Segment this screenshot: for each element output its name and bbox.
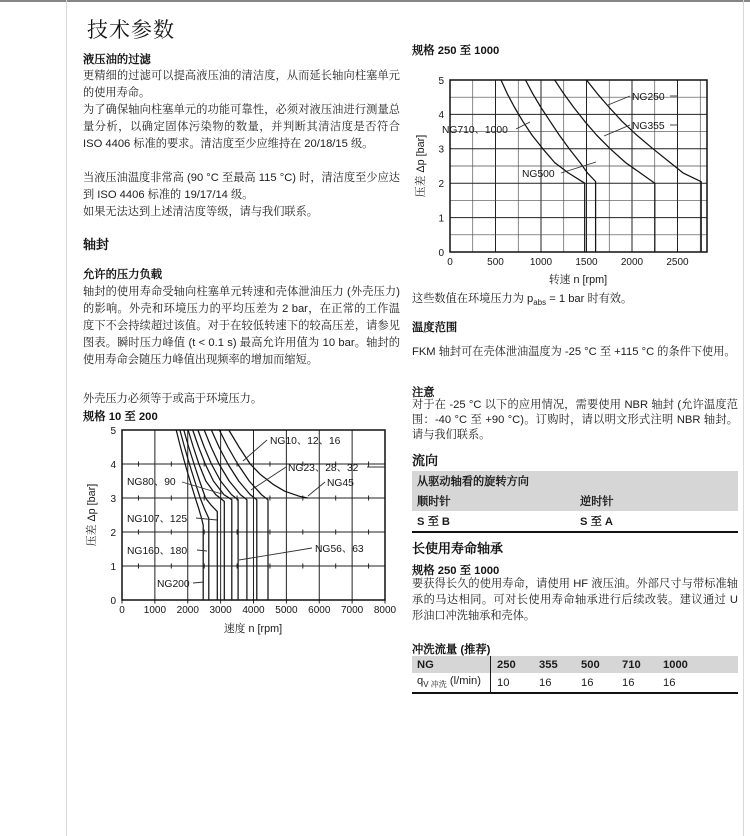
flow-710: 16	[622, 676, 635, 689]
size-355: 355	[539, 658, 558, 671]
x-tick: 2000	[620, 257, 644, 268]
heading-oil-filtration: 液压油的过滤	[83, 54, 151, 66]
series-label-ng250: NG250	[632, 92, 665, 103]
series-label-ng80-90: NG80、90	[127, 477, 176, 488]
y-tick: 2	[110, 528, 116, 539]
bearing-paragraph: 要获得长久的使用寿命，请使用 HF 液压油。外部尺寸与带标准轴承的马达相同。可对长使用寿命轴承进行后续改装。建议通过 U 形油口冲洗轴承和壳体。	[412, 578, 738, 622]
y-tick: 2	[438, 179, 444, 190]
y-axis-title: 压差 Δp [bar]	[415, 134, 427, 198]
y-tick: 4	[110, 460, 116, 471]
seal-paragraph-1: 轴封的使用寿命受轴向柱塞单元转速和壳体泄油压力 (外壳压力) 的影响。外壳和环境压力的平均压差为 2 bar，在正常的工作温度下不会持续超过该值。对于在较低转速下的较高压差，请参见图表。瞬时压力峰值 (t < 0.1 s) 最高允许用值为 10 bar。轴封的使用寿命会随压力峰值出现频率的增加而缩短。	[83, 286, 400, 366]
counterclockwise-header: 逆时针	[580, 496, 614, 508]
heading-flow-direction: 流向	[412, 453, 439, 468]
size-710: 710	[622, 658, 641, 671]
filtration-paragraph-2: 为了确保轴向柱塞单元的功能可靠性，必须对液压油进行测量总量分析，以确定固体污染物的数量，并判断其清洁度是否符合 ISO 4406 标准的要求。清洁度至少应维持在 20/18/15 级。	[83, 104, 400, 150]
curve-ng45-drop	[204, 430, 247, 600]
y-axis-ticks	[110, 426, 116, 607]
leader-line	[561, 162, 596, 173]
x-tick: 2000	[176, 605, 199, 616]
validity-text: 这些数值在环境压力为 p	[412, 293, 534, 305]
curve-ng63	[193, 430, 232, 600]
leader-line	[239, 548, 312, 560]
x-tick: 4000	[242, 605, 265, 616]
heading-sizes-250-1000: 规格 250 至 1000	[412, 45, 500, 57]
temperature-paragraph: FKM 轴封可在壳体泄油温度为 -25 °C 至 +115 °C 的条件下使用。	[412, 346, 736, 358]
x-axis-title: 转速 n [rpm]	[548, 274, 608, 286]
curve-labels	[127, 436, 385, 590]
table-column-divider	[490, 656, 491, 694]
seal-paragraph-2: 外壳压力必须等于或高于环境压力。	[83, 393, 263, 405]
size-250: 250	[497, 658, 516, 671]
ng-column-header: NG	[417, 658, 434, 671]
leader-line	[604, 125, 630, 136]
leader-line	[196, 518, 217, 520]
y-tick: 0	[438, 248, 444, 259]
series-label-ng10-12-16: NG10、12、16	[270, 436, 341, 447]
y-tick: 1	[110, 562, 116, 573]
y-axis-ticks	[438, 76, 444, 259]
flush-flow-label	[412, 675, 490, 690]
leader-line	[197, 550, 207, 551]
heading-notice: 注意	[412, 387, 435, 399]
x-tick: 8000	[373, 605, 397, 616]
notice-paragraph: 对于在 -25 °C 以下的应用情况，需要使用 NBR 轴封 (允许温度范围：-40 °C 至 +90 °C)。订购时，请以明文形式注明 NBR 轴封。请与我们联系。	[412, 399, 738, 441]
x-tick: 5000	[275, 605, 298, 616]
validity-subscript: abs	[533, 298, 547, 308]
flow-table-value-row	[412, 511, 738, 533]
heading-long-life-bearing: 长使用寿命轴承	[412, 541, 504, 556]
curve-ng80-90	[188, 430, 224, 600]
filtration-paragraph-1: 更精细的过滤可以提高液压油的清洁度，从而延长轴向柱塞单元的使用寿命。	[83, 70, 400, 99]
chart-grid	[450, 80, 707, 252]
x-tick: 1500	[575, 257, 598, 268]
q-unit: (l/min)	[446, 674, 481, 687]
size-1000: 1000	[663, 658, 688, 671]
flow-direction-table	[412, 471, 738, 533]
seal-chart-sizes-250-1000	[412, 58, 738, 291]
counterclockwise-flow-value: S 至 A	[580, 516, 613, 528]
flushing-flow-table	[412, 656, 738, 694]
flow-1000: 16	[663, 676, 676, 689]
y-tick: 5	[110, 426, 116, 437]
x-tick: 0	[447, 257, 453, 268]
validity-text-end: = 1 bar 时有效。	[546, 293, 633, 305]
heading-sizes-10-200: 规格 10 至 200	[83, 411, 158, 423]
x-axis-ticks	[447, 257, 689, 268]
x-tick: 2500	[666, 257, 689, 268]
heading-pressure-load: 允许的压力负载	[83, 269, 163, 281]
flow-250: 10	[497, 676, 510, 689]
y-tick: 4	[438, 110, 444, 121]
series-label-ng355: NG355	[632, 121, 665, 132]
x-tick: 500	[487, 257, 504, 268]
flushing-table-value-row	[412, 673, 738, 694]
y-tick: 1	[438, 213, 444, 225]
q-symbol: q	[417, 674, 424, 687]
x-axis-ticks	[119, 605, 396, 616]
filtration-paragraph-4: 如果无法达到上述清洁度等级，请与我们联系。	[83, 206, 318, 218]
curves-sizes-10-200	[176, 430, 308, 600]
y-axis-title: 压差 Δp [bar]	[86, 483, 98, 547]
chart-validity-note	[412, 291, 738, 311]
x-tick: 0	[119, 605, 125, 616]
x-tick: 7000	[340, 605, 364, 616]
heading-bearing-sizes: 规格 250 至 1000	[412, 565, 500, 577]
clockwise-header: 顺时针	[417, 496, 451, 508]
x-tick: 1000	[143, 605, 167, 616]
page-title: 技术参数	[87, 19, 175, 42]
series-label-ng200: NG200	[157, 579, 190, 590]
series-label-ng160-180: NG160、180	[127, 546, 188, 557]
seal-chart-sizes-10-200	[83, 424, 400, 642]
flow-table-direction-row	[412, 491, 738, 511]
leader-line	[193, 582, 204, 583]
rotation-direction-header: 从驱动轴看的旋转方向	[417, 476, 529, 488]
y-tick: 3	[438, 144, 444, 156]
clockwise-flow-value: S 至 B	[417, 516, 450, 528]
page-top-edge	[0, 0, 750, 2]
series-label-ng500: NG500	[522, 169, 555, 180]
page-right-edge	[743, 0, 744, 836]
series-label-ng56-63: NG56、63	[315, 544, 364, 555]
heading-shaft-seal: 轴封	[83, 237, 110, 252]
y-tick: 5	[438, 76, 444, 87]
flow-500: 16	[581, 676, 594, 689]
series-label-ng107-125: NG107、125	[127, 514, 188, 525]
q-subscript: V 冲洗	[423, 680, 447, 690]
x-tick: 6000	[308, 605, 331, 616]
flushing-table-header-row	[412, 656, 738, 673]
x-tick: 1000	[529, 257, 553, 268]
curve-ng10-12-16	[219, 430, 268, 600]
filtration-paragraph-3: 当液压油温度非常高 (90 °C 至最高 115 °C) 时，清洁度至少应达到 ISO 4406 标准的 19/17/14 级。	[83, 172, 400, 201]
y-tick: 3	[110, 494, 116, 505]
leader-line	[308, 482, 325, 496]
page-left-edge	[66, 0, 67, 836]
curve-ng23-28-32	[211, 430, 256, 600]
heading-temperature-range: 温度范围	[412, 322, 458, 334]
leader-line	[243, 440, 267, 461]
heading-flushing-flow: 冲洗流量 (推荐)	[412, 644, 491, 656]
flow-table-header-row	[412, 471, 738, 491]
x-axis-title: 速度 n [rpm]	[223, 623, 283, 635]
series-label-ng710-1000: NG710、1000	[442, 125, 508, 136]
size-500: 500	[581, 658, 600, 671]
flow-355: 16	[539, 676, 552, 689]
x-tick: 3000	[209, 605, 232, 616]
series-label-ng23-28-32: NG23、28、32	[288, 463, 359, 474]
y-tick: 0	[110, 596, 116, 607]
series-label-ng45: NG45	[327, 478, 354, 489]
